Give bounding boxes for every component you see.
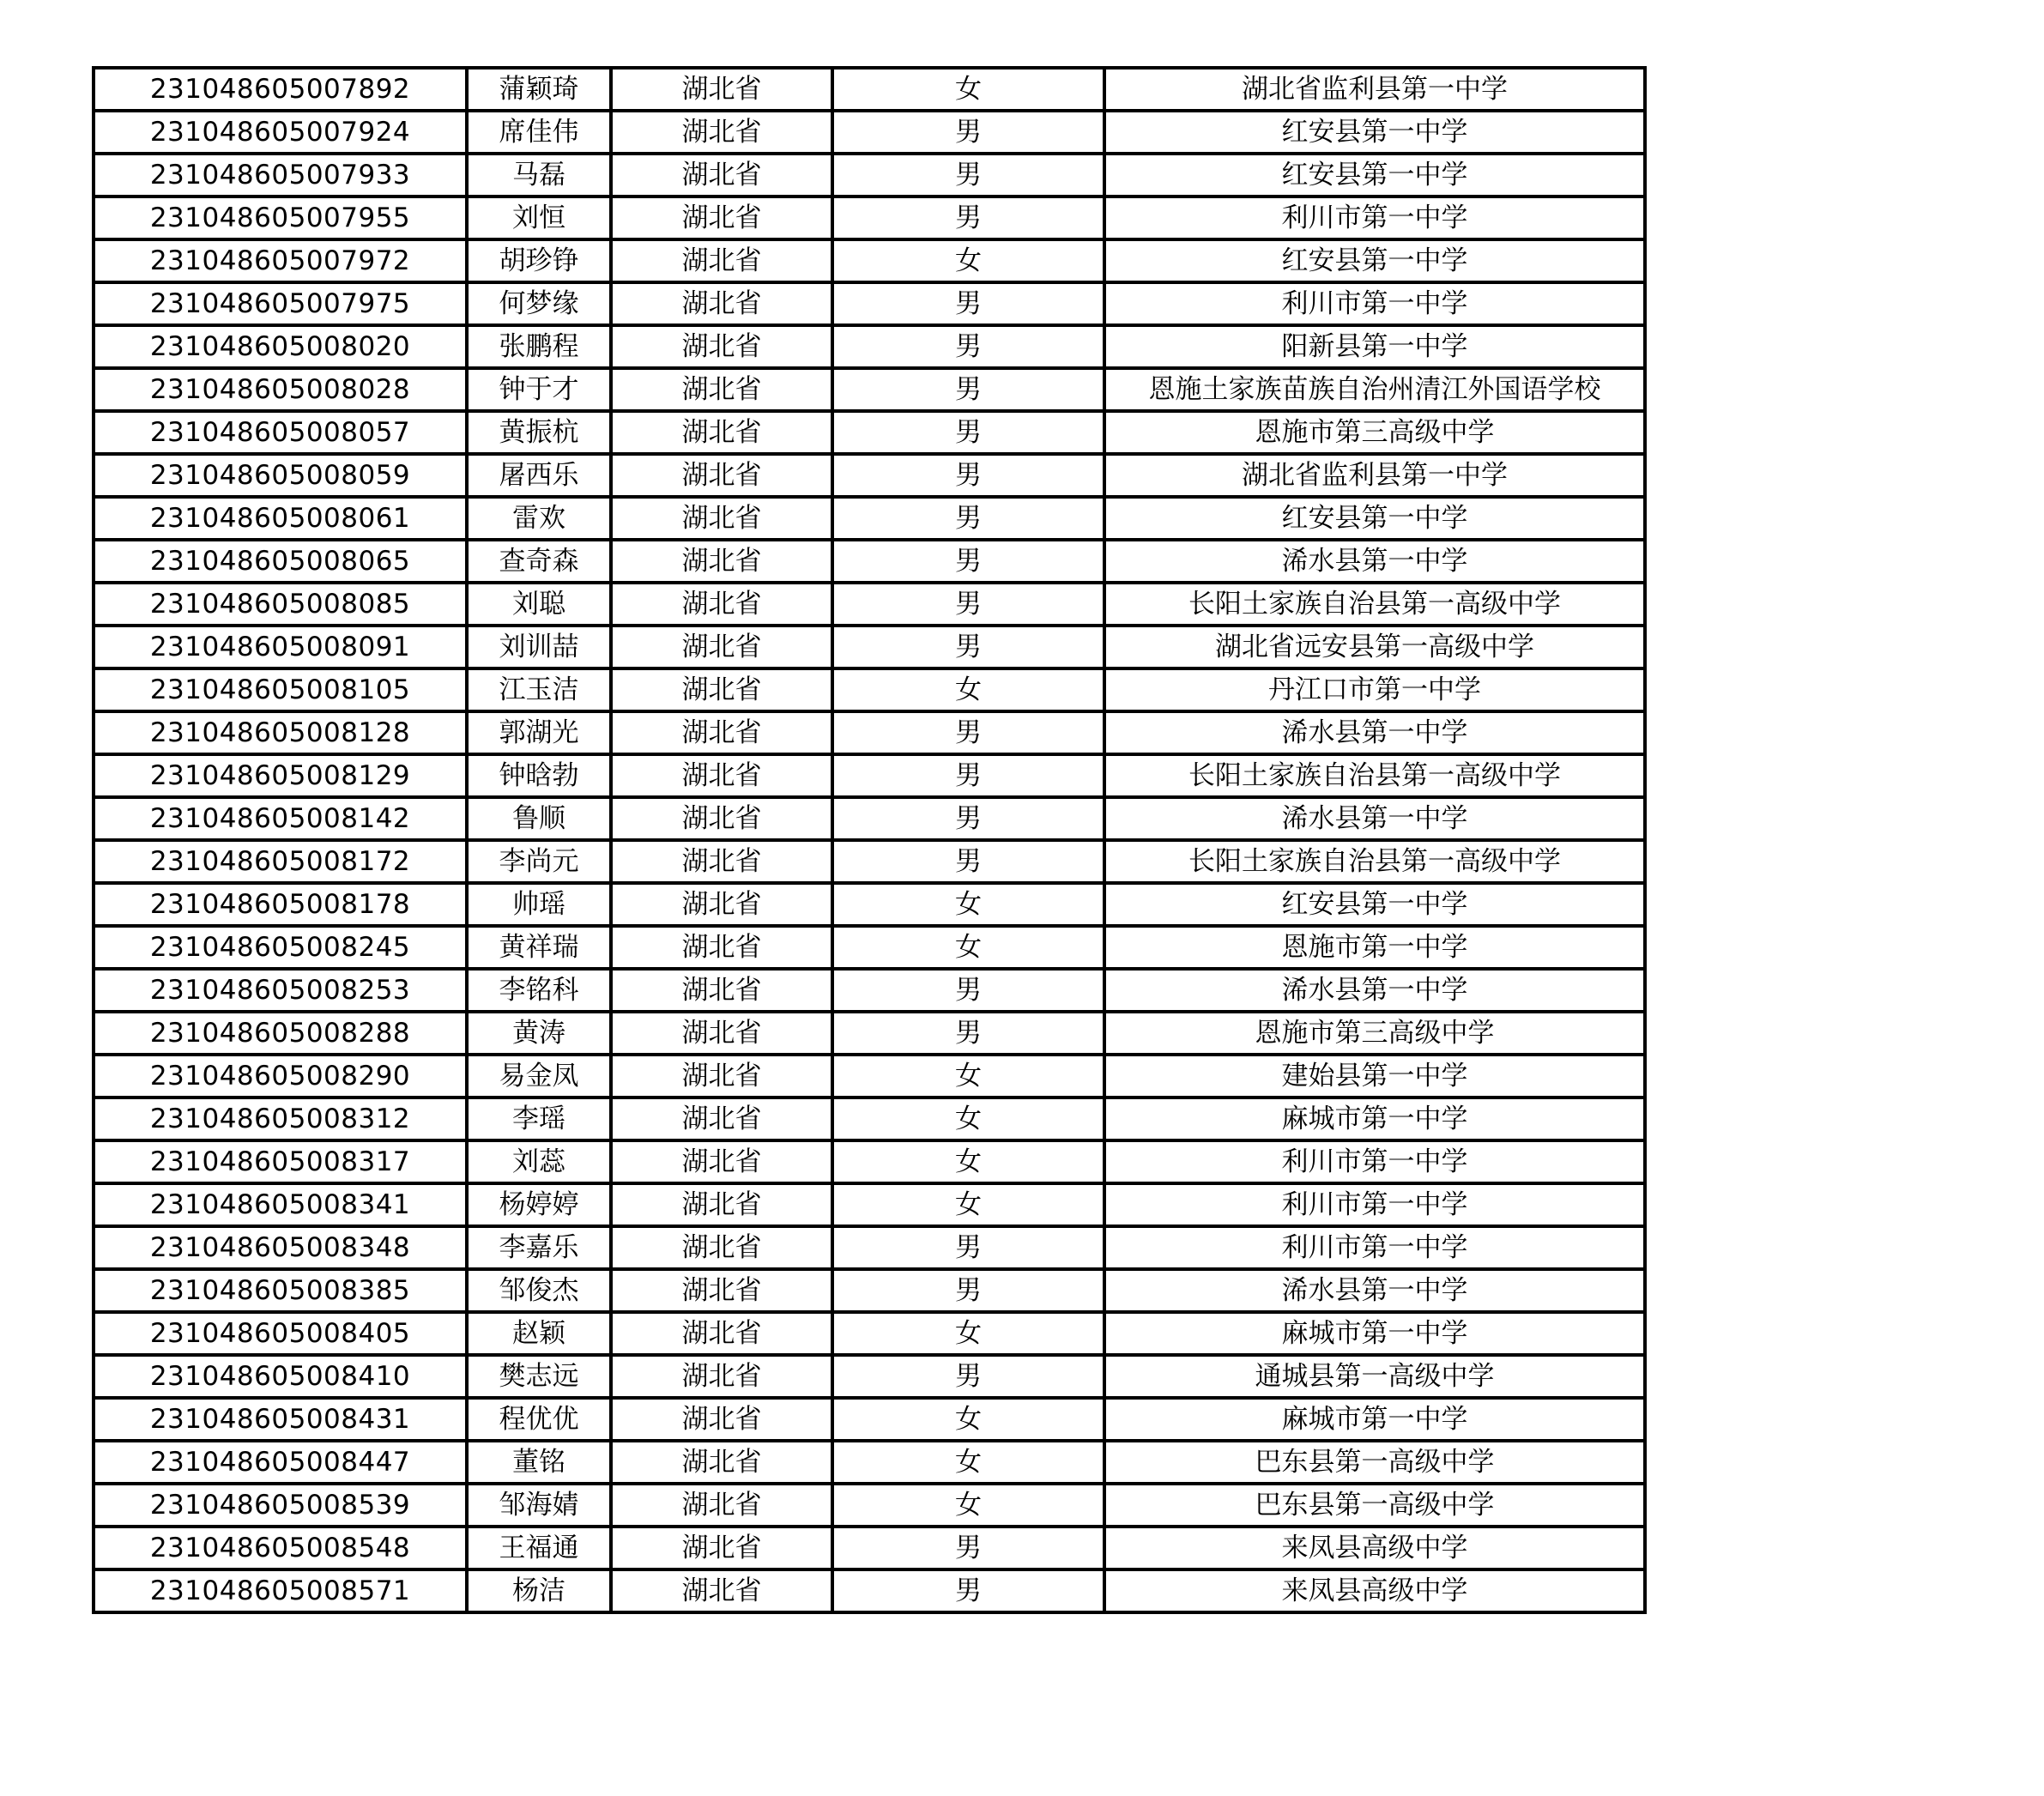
- id-cell: 231048605008405: [94, 1312, 467, 1355]
- id-cell: 231048605007892: [94, 68, 467, 111]
- name-cell: 李瑶: [467, 1098, 611, 1140]
- table-row: [94, 754, 1645, 797]
- province-cell: 湖北省: [611, 154, 832, 197]
- gender-cell: 女: [832, 1484, 1104, 1527]
- name-cell: 江玉洁: [467, 668, 611, 711]
- gender-cell: 男: [832, 1355, 1104, 1398]
- gender-cell: 男: [832, 368, 1104, 411]
- school-cell: 恩施市第三高级中学: [1104, 411, 1645, 454]
- gender-cell: 女: [832, 1055, 1104, 1098]
- name-cell: 王福通: [467, 1527, 611, 1569]
- gender-cell: 男: [832, 325, 1104, 368]
- school-cell: 建始县第一中学: [1104, 1055, 1645, 1098]
- id-cell: 231048605008447: [94, 1441, 467, 1484]
- name-cell: 屠西乐: [467, 454, 611, 497]
- province-cell: 湖北省: [611, 197, 832, 239]
- table-row: [94, 969, 1645, 1012]
- id-cell: 231048605008085: [94, 583, 467, 626]
- province-cell: 湖北省: [611, 926, 832, 969]
- province-cell: 湖北省: [611, 840, 832, 883]
- roster-table: [92, 66, 1647, 1614]
- id-cell: 231048605008057: [94, 411, 467, 454]
- name-cell: 李尚元: [467, 840, 611, 883]
- name-cell: 黄振杭: [467, 411, 611, 454]
- province-cell: 湖北省: [611, 1269, 832, 1312]
- school-cell: 湖北省监利县第一中学: [1104, 68, 1645, 111]
- table-row: [94, 1484, 1645, 1527]
- gender-cell: 男: [832, 1012, 1104, 1055]
- name-cell: 黄祥瑞: [467, 926, 611, 969]
- id-cell: 231048605008317: [94, 1140, 467, 1183]
- school-cell: 湖北省监利县第一中学: [1104, 454, 1645, 497]
- province-cell: 湖北省: [611, 668, 832, 711]
- province-cell: 湖北省: [611, 797, 832, 840]
- school-cell: 长阳土家族自治县第一高级中学: [1104, 754, 1645, 797]
- province-cell: 湖北省: [611, 1484, 832, 1527]
- id-cell: 231048605008091: [94, 626, 467, 668]
- name-cell: 刘训喆: [467, 626, 611, 668]
- province-cell: 湖北省: [611, 282, 832, 325]
- gender-cell: 男: [832, 583, 1104, 626]
- school-cell: 阳新县第一中学: [1104, 325, 1645, 368]
- id-cell: 231048605008059: [94, 454, 467, 497]
- name-cell: 张鹏程: [467, 325, 611, 368]
- table-row: [94, 926, 1645, 969]
- gender-cell: 男: [832, 1269, 1104, 1312]
- table-row: [94, 1055, 1645, 1098]
- province-cell: 湖北省: [611, 754, 832, 797]
- table-row: [94, 368, 1645, 411]
- province-cell: 湖北省: [611, 1140, 832, 1183]
- id-cell: 231048605008020: [94, 325, 467, 368]
- table-row: [94, 411, 1645, 454]
- gender-cell: 男: [832, 411, 1104, 454]
- name-cell: 鲁顺: [467, 797, 611, 840]
- name-cell: 刘恒: [467, 197, 611, 239]
- school-cell: 红安县第一中学: [1104, 497, 1645, 540]
- province-cell: 湖北省: [611, 883, 832, 926]
- name-cell: 董铭: [467, 1441, 611, 1484]
- province-cell: 湖北省: [611, 1569, 832, 1612]
- school-cell: 湖北省远安县第一高级中学: [1104, 626, 1645, 668]
- table-row: [94, 1527, 1645, 1569]
- province-cell: 湖北省: [611, 1312, 832, 1355]
- province-cell: 湖北省: [611, 497, 832, 540]
- province-cell: 湖北省: [611, 711, 832, 754]
- id-cell: 231048605008341: [94, 1183, 467, 1226]
- id-cell: 231048605008065: [94, 540, 467, 583]
- gender-cell: 女: [832, 68, 1104, 111]
- school-cell: 巴东县第一高级中学: [1104, 1484, 1645, 1527]
- gender-cell: 女: [832, 1441, 1104, 1484]
- id-cell: 231048605008290: [94, 1055, 467, 1098]
- id-cell: 231048605007972: [94, 239, 467, 282]
- school-cell: 红安县第一中学: [1104, 154, 1645, 197]
- id-cell: 231048605008172: [94, 840, 467, 883]
- school-cell: 长阳土家族自治县第一高级中学: [1104, 583, 1645, 626]
- table-row: [94, 68, 1645, 111]
- school-cell: 红安县第一中学: [1104, 883, 1645, 926]
- id-cell: 231048605008410: [94, 1355, 467, 1398]
- roster-table-body: [94, 68, 1645, 1612]
- province-cell: 湖北省: [611, 1441, 832, 1484]
- table-row: [94, 1355, 1645, 1398]
- name-cell: 查奇森: [467, 540, 611, 583]
- gender-cell: 男: [832, 797, 1104, 840]
- province-cell: 湖北省: [611, 583, 832, 626]
- gender-cell: 男: [832, 840, 1104, 883]
- name-cell: 钟于才: [467, 368, 611, 411]
- name-cell: 席佳伟: [467, 111, 611, 154]
- school-cell: 恩施市第三高级中学: [1104, 1012, 1645, 1055]
- id-cell: 231048605008348: [94, 1226, 467, 1269]
- gender-cell: 女: [832, 668, 1104, 711]
- province-cell: 湖北省: [611, 1055, 832, 1098]
- gender-cell: 男: [832, 197, 1104, 239]
- school-cell: 麻城市第一中学: [1104, 1398, 1645, 1441]
- school-cell: 利川市第一中学: [1104, 1183, 1645, 1226]
- name-cell: 易金凤: [467, 1055, 611, 1098]
- table-row: [94, 1312, 1645, 1355]
- gender-cell: 男: [832, 1527, 1104, 1569]
- school-cell: 浠水县第一中学: [1104, 797, 1645, 840]
- id-cell: 231048605008178: [94, 883, 467, 926]
- province-cell: 湖北省: [611, 1098, 832, 1140]
- name-cell: 杨洁: [467, 1569, 611, 1612]
- table-row: [94, 282, 1645, 325]
- school-cell: 浠水县第一中学: [1104, 1269, 1645, 1312]
- id-cell: 231048605008571: [94, 1569, 467, 1612]
- id-cell: 231048605007955: [94, 197, 467, 239]
- province-cell: 湖北省: [611, 368, 832, 411]
- gender-cell: 男: [832, 154, 1104, 197]
- name-cell: 郭湖光: [467, 711, 611, 754]
- gender-cell: 男: [832, 711, 1104, 754]
- province-cell: 湖北省: [611, 540, 832, 583]
- table-row: [94, 325, 1645, 368]
- name-cell: 邹俊杰: [467, 1269, 611, 1312]
- table-row: [94, 540, 1645, 583]
- province-cell: 湖北省: [611, 411, 832, 454]
- province-cell: 湖北省: [611, 1226, 832, 1269]
- name-cell: 樊志远: [467, 1355, 611, 1398]
- table-row: [94, 583, 1645, 626]
- school-cell: 麻城市第一中学: [1104, 1098, 1645, 1140]
- table-row: [94, 883, 1645, 926]
- province-cell: 湖北省: [611, 1527, 832, 1569]
- gender-cell: 男: [832, 626, 1104, 668]
- table-row: [94, 668, 1645, 711]
- school-cell: 利川市第一中学: [1104, 282, 1645, 325]
- id-cell: 231048605008312: [94, 1098, 467, 1140]
- gender-cell: 女: [832, 1140, 1104, 1183]
- gender-cell: 男: [832, 1569, 1104, 1612]
- province-cell: 湖北省: [611, 1398, 832, 1441]
- id-cell: 231048605008061: [94, 497, 467, 540]
- name-cell: 刘蕊: [467, 1140, 611, 1183]
- school-cell: 红安县第一中学: [1104, 111, 1645, 154]
- school-cell: 长阳土家族自治县第一高级中学: [1104, 840, 1645, 883]
- gender-cell: 男: [832, 754, 1104, 797]
- province-cell: 湖北省: [611, 68, 832, 111]
- school-cell: 丹江口市第一中学: [1104, 668, 1645, 711]
- table-row: [94, 1269, 1645, 1312]
- province-cell: 湖北省: [611, 325, 832, 368]
- id-cell: 231048605008129: [94, 754, 467, 797]
- table-row: [94, 1140, 1645, 1183]
- gender-cell: 男: [832, 969, 1104, 1012]
- table-row: [94, 197, 1645, 239]
- school-cell: 恩施土家族苗族自治州清江外国语学校: [1104, 368, 1645, 411]
- name-cell: 刘聪: [467, 583, 611, 626]
- name-cell: 钟晗勃: [467, 754, 611, 797]
- name-cell: 杨婷婷: [467, 1183, 611, 1226]
- table-row: [94, 797, 1645, 840]
- id-cell: 231048605008245: [94, 926, 467, 969]
- gender-cell: 男: [832, 282, 1104, 325]
- id-cell: 231048605008539: [94, 1484, 467, 1527]
- table-row: [94, 1441, 1645, 1484]
- gender-cell: 男: [832, 540, 1104, 583]
- name-cell: 赵颖: [467, 1312, 611, 1355]
- table-row: [94, 1012, 1645, 1055]
- gender-cell: 男: [832, 1226, 1104, 1269]
- school-cell: 来凤县高级中学: [1104, 1569, 1645, 1612]
- table-row: [94, 1183, 1645, 1226]
- school-cell: 浠水县第一中学: [1104, 540, 1645, 583]
- gender-cell: 男: [832, 111, 1104, 154]
- gender-cell: 女: [832, 883, 1104, 926]
- school-cell: 利川市第一中学: [1104, 1226, 1645, 1269]
- province-cell: 湖北省: [611, 239, 832, 282]
- name-cell: 李铭科: [467, 969, 611, 1012]
- gender-cell: 女: [832, 926, 1104, 969]
- table-row: [94, 1569, 1645, 1612]
- school-cell: 利川市第一中学: [1104, 197, 1645, 239]
- id-cell: 231048605008288: [94, 1012, 467, 1055]
- name-cell: 程优优: [467, 1398, 611, 1441]
- name-cell: 李嘉乐: [467, 1226, 611, 1269]
- id-cell: 231048605008385: [94, 1269, 467, 1312]
- name-cell: 蒲颖琦: [467, 68, 611, 111]
- province-cell: 湖北省: [611, 1355, 832, 1398]
- table-row: [94, 626, 1645, 668]
- id-cell: 231048605007975: [94, 282, 467, 325]
- id-cell: 231048605008548: [94, 1527, 467, 1569]
- id-cell: 231048605008128: [94, 711, 467, 754]
- gender-cell: 女: [832, 1183, 1104, 1226]
- table-row: [94, 840, 1645, 883]
- name-cell: 黄涛: [467, 1012, 611, 1055]
- school-cell: 红安县第一中学: [1104, 239, 1645, 282]
- id-cell: 231048605008142: [94, 797, 467, 840]
- name-cell: 何梦缘: [467, 282, 611, 325]
- province-cell: 湖北省: [611, 1183, 832, 1226]
- gender-cell: 女: [832, 239, 1104, 282]
- table-row: [94, 154, 1645, 197]
- name-cell: 马磊: [467, 154, 611, 197]
- table-row: [94, 497, 1645, 540]
- gender-cell: 女: [832, 1098, 1104, 1140]
- name-cell: 雷欢: [467, 497, 611, 540]
- province-cell: 湖北省: [611, 626, 832, 668]
- table-row: [94, 711, 1645, 754]
- school-cell: 巴东县第一高级中学: [1104, 1441, 1645, 1484]
- gender-cell: 男: [832, 454, 1104, 497]
- school-cell: 利川市第一中学: [1104, 1140, 1645, 1183]
- table-row: [94, 1226, 1645, 1269]
- id-cell: 231048605008028: [94, 368, 467, 411]
- id-cell: 231048605008253: [94, 969, 467, 1012]
- province-cell: 湖北省: [611, 969, 832, 1012]
- table-row: [94, 111, 1645, 154]
- id-cell: 231048605007924: [94, 111, 467, 154]
- province-cell: 湖北省: [611, 111, 832, 154]
- province-cell: 湖北省: [611, 454, 832, 497]
- province-cell: 湖北省: [611, 1012, 832, 1055]
- table-row: [94, 1098, 1645, 1140]
- school-cell: 浠水县第一中学: [1104, 969, 1645, 1012]
- school-cell: 浠水县第一中学: [1104, 711, 1645, 754]
- table-row: [94, 239, 1645, 282]
- id-cell: 231048605008105: [94, 668, 467, 711]
- school-cell: 麻城市第一中学: [1104, 1312, 1645, 1355]
- name-cell: 帅瑶: [467, 883, 611, 926]
- school-cell: 恩施市第一中学: [1104, 926, 1645, 969]
- name-cell: 胡珍铮: [467, 239, 611, 282]
- table-row: [94, 454, 1645, 497]
- school-cell: 来凤县高级中学: [1104, 1527, 1645, 1569]
- gender-cell: 男: [832, 497, 1104, 540]
- school-cell: 通城县第一高级中学: [1104, 1355, 1645, 1398]
- name-cell: 邹海婧: [467, 1484, 611, 1527]
- id-cell: 231048605008431: [94, 1398, 467, 1441]
- gender-cell: 女: [832, 1312, 1104, 1355]
- table-row: [94, 1398, 1645, 1441]
- id-cell: 231048605007933: [94, 154, 467, 197]
- gender-cell: 女: [832, 1398, 1104, 1441]
